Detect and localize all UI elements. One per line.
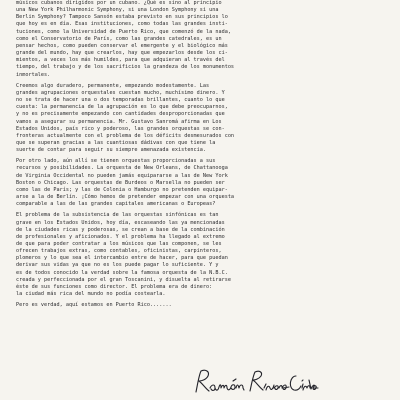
- text-line: suerte de contar para seguir su siempre amenazada existencia.: [16, 147, 207, 154]
- text-line: que se superan gracias a las cuantiosas dádivas con que tiene la: [16, 139, 216, 146]
- signature-graphic: [190, 366, 320, 400]
- text-line: Creemos algo duradero, permanente, empezando modestamente. Las: [16, 82, 210, 89]
- text-line: Berlin Symphony? Tampoco Sansón estaba previsto en sus principios lo: [16, 14, 228, 21]
- text-line: la ciudad más rica del mundo no podía costearla.: [16, 291, 166, 298]
- text-line: una New York Philharmonic Symphony, si una London Symphony si una: [16, 7, 219, 14]
- text-line: derivar sus vidas ya que no es los puede pagar lo suficiente. Y y: [16, 262, 219, 269]
- text-line: pensar hechos, como pueden conservar el emergente y el biológico más: [16, 42, 228, 49]
- handwritten-signature: [190, 366, 320, 400]
- text-line: como las de París; y las de Colonia o Hamburgo no pretenden equipar-: [16, 186, 228, 193]
- text-line: arse a la de Berlín. ¡Cómo hemos de pretender empezar con una orquesta: [16, 194, 235, 201]
- text-line: como el Conservatorio de París, como las grandes catedrales, es un: [16, 35, 222, 42]
- text-line: creada y perfeccionada por el gran Toscanini, y disuelta al retirarse: [16, 276, 231, 283]
- text-line: tuciones, como la Universidad de Puerto Rico, que comenzó de la nada,: [16, 28, 231, 35]
- text-line: recursos y posibilidades. La orquesta de New Orleans, de Chattanooga: [16, 165, 228, 172]
- text-line: inmortales.: [16, 71, 51, 78]
- text-line: plomeros y lo que sea el intercambio entre de hacer, para que puedan: [16, 255, 228, 262]
- text-line: no se trata de hacer una o dos temporadas brillantes, cuanto lo que: [16, 97, 225, 104]
- typewritten-letter-body: [16, 0, 394, 309]
- text-line: Boston o Chicago. Las orquestas de Burdeos o Marsella no pueden ser: [16, 179, 225, 186]
- text-line: El problema de la subsistencia de las orquestas sinfónicas es tan: [16, 212, 219, 219]
- text-line: de que para poder contratar a los músicos que las componen, se les: [16, 241, 222, 247]
- text-line: de Virginia Occidental no pueden jamás equipararse a las de New York: [16, 172, 228, 179]
- text-line: Por otro lado, aún allí se tienen orquestas proporcionadas a sus: [16, 158, 216, 165]
- text-line: grave en los Estados Unidos, hoy día, escaseando las ya mencionadas: [16, 219, 225, 226]
- text-line: fronteras actualmente con el problema de los déficits desmesurados con: [16, 132, 235, 139]
- text-line: grande del mundo, hay que crearlos, hay que empezarlos desde los ci-: [16, 50, 228, 57]
- text-line: y no es precisamente empezando con cantidades desproporcionadas que: [16, 111, 225, 118]
- text-line: cuesta: la permanencia de la agrupación es lo que debe preocuparnos,: [16, 104, 228, 111]
- text-line: de la ciudades ricas y poderosas, se crean a base de la combinación: [16, 226, 225, 233]
- text-line: es de todos conocido la verdad sobre la famosa orquesta de la N.B.C.: [16, 269, 228, 276]
- text-line: Estados Unidos, país rico y poderoso, las grandes orquestas se con-: [16, 125, 225, 132]
- text-line: mientos, a veces los más humildes, para que adquieran al través del: [16, 57, 225, 64]
- text-line: vamos a asegurar su permanencia. Mr. Gustavo Sanromá afirma en Los: [16, 118, 222, 125]
- text-line: que hoy es en día. Esas instituciones, como todas las grandes insti-: [16, 21, 228, 28]
- text-line: comparable a las de las grandes capitales americanas o Europeas?: [16, 201, 216, 208]
- text-line: Pero es verdad, aquí estamos en Puerto Rico.......: [16, 302, 172, 309]
- text-line: ofrecen trabajos extras, como contables, oficinistas, carpinteros,: [16, 248, 222, 255]
- text-line: éste de sus funciones como director. El problema era de dinero:: [16, 283, 213, 290]
- text-line: grandes agrupaciones orquestales cuestan mucho, muchísimo dinero. Y: [16, 89, 225, 96]
- text-line: tiempo, del trabajo y de los sacrificios la grandeza de los monumentos: [16, 64, 235, 71]
- text-line: de profesionales y aficionados. Y el problema ha llegado al extremo: [16, 233, 225, 240]
- text-line: músicos cubanos dirigidos por un cubano. ¿Qué es sino al principio: [16, 0, 222, 6]
